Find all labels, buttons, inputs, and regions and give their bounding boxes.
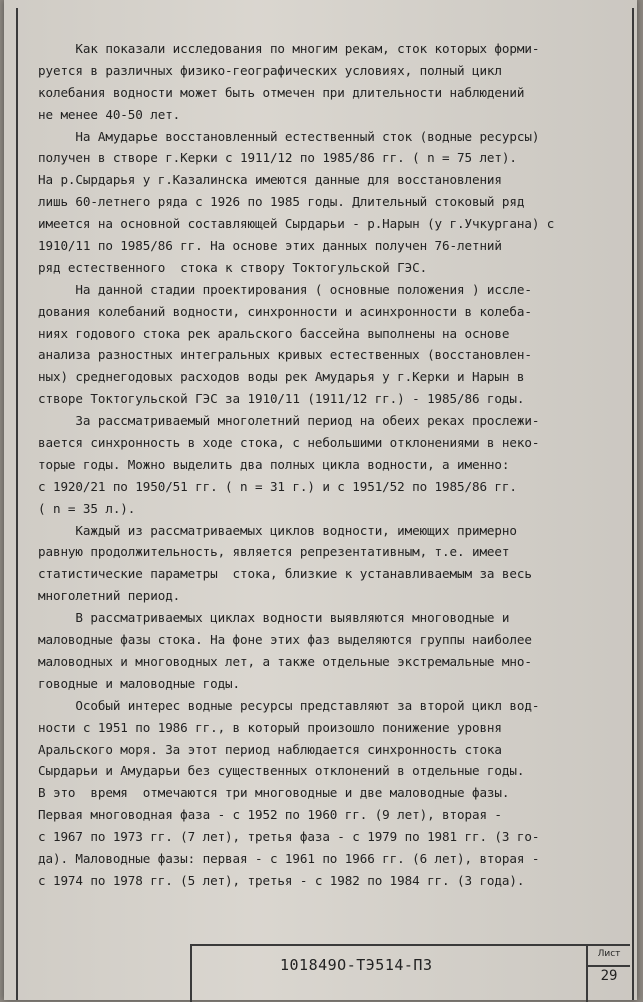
text-line: На р.Сырдарья у г.Казалинска имеются данные для восстановления: [38, 172, 502, 188]
text-line: ниях годового стока рек аральского бассейна выполнены на основе: [38, 325, 510, 341]
text-line: ряд естественного стока к створу Токтогульской ГЭС.: [38, 259, 428, 275]
text-line: Сырдарьи и Амударьи без существенных отклонений в отдельные годы.: [38, 763, 525, 779]
body-text: [38, 38, 614, 892]
text-line: створе Токтогульской ГЭС за 1910/11 (1911/12 гг.) - 1985/86 годы.: [38, 391, 525, 407]
text-line: 1910/11 по 1985/86 гг. На основе этих данных получен 76-летний: [38, 238, 502, 254]
text-line: колебания водности может быть отмечен при длительности наблюдений: [38, 84, 525, 100]
text-line: статистические параметры стока, близкие к устанавливаемым за весь: [38, 566, 532, 582]
text-line: говодные и маловодные годы.: [38, 675, 241, 691]
text-line: вается синхронность в ходе стока, с небольшими отклонениями в неко-: [38, 435, 540, 451]
title-block: [190, 944, 630, 1002]
text-line: Каждый из рассматриваемых циклов водности, имеющих примерно: [38, 522, 517, 538]
sheet-cell-border: [586, 946, 588, 1002]
text-line: маловодные фазы стока. На фоне этих фаз выделяются группы наиболее: [38, 632, 532, 648]
text-line: В это время отмечаются три многоводные и две маловодные фазы.: [38, 785, 510, 801]
text-line: Как показали исследования по многим рекам, сток которых форми-: [38, 41, 540, 56]
sheet-number: 29: [600, 968, 618, 984]
text-line: с 1920/21 по 1950/51 гг. ( n = 31 г.) и с 1951/52 по 1985/86 гг.: [38, 478, 517, 494]
text-line: На данной стадии проектирования ( основные положения ) иссле-: [38, 281, 532, 297]
sheet-label: Лист: [597, 949, 621, 959]
text-line: За рассматриваемый многолетний период на обеих реках прослежи-: [38, 413, 540, 429]
text-line: торые годы. Можно выделить два полных цикла водности, а именно:: [38, 456, 510, 472]
text-line: Особый интерес водные ресурсы представляют за второй цикл вод-: [38, 697, 540, 713]
text-line: имеется на основной составляющей Сырдарьи - р.Нарын (у г.Учкургана) с: [38, 216, 555, 232]
text-line: получен в створе г.Керки с 1911/12 по 1985/86 гг. ( n = 75 лет).: [38, 150, 517, 166]
text-line: дования колебаний водности, синхронности и асинхронности в колеба-: [38, 303, 532, 319]
title-block-left-border: [190, 946, 192, 1002]
text-line: Первая многоводная фаза - с 1952 по 1960 гг. (9 лет), вторая -: [38, 807, 502, 823]
text-line: маловодных и многоводных лет, а также отдельные экстремальные мно-: [38, 653, 532, 669]
text-line: В рассматриваемых циклах водности выявляются многоводные и: [38, 610, 510, 626]
text-line: лишь 60-летнего ряда с 1926 по 1985 годы. Длительный стоковый ряд: [38, 194, 525, 210]
text-line: ности с 1951 по 1986 гг., в который произошло понижение уровня: [38, 719, 502, 735]
text-line: ных) среднегодовых расходов воды рек Амударья у г.Керки и Нарын в: [38, 369, 525, 385]
text-line: с 1974 по 1978 гг. (5 лет), третья - с 1982 по 1984 гг. (3 года).: [38, 872, 525, 888]
text-line: да). Маловодные фазы: первая - с 1961 по 1966 гг. (6 лет), вторая -: [38, 850, 540, 866]
document-code: 101849О-ТЭ514-ПЗ: [280, 956, 433, 974]
text-line: руется в различных физико-географических условиях, полный цикл: [38, 62, 502, 78]
text-line: анализа разностных интегральных кривых естественных (восстановлен-: [38, 347, 532, 363]
text-line: Аральского моря. За этот период наблюдается синхронность стока: [38, 741, 502, 757]
document-sheet: [4, 0, 637, 1000]
text-line: многолетний период.: [38, 588, 181, 604]
text-line: с 1967 по 1973 гг. (7 лет), третья фаза - с 1979 по 1981 гг. (3 го-: [38, 829, 540, 845]
text-line: На Амударье восстановленный естественный сток (водные ресурсы): [38, 128, 540, 144]
text-line: не менее 40-50 лет.: [38, 106, 181, 122]
sheet-cell-divider: [588, 965, 630, 967]
text-line: ( n = 35 л.).: [38, 500, 136, 516]
text-line: равную продолжительность, является репрезентативным, т.е. имеет: [38, 544, 510, 560]
